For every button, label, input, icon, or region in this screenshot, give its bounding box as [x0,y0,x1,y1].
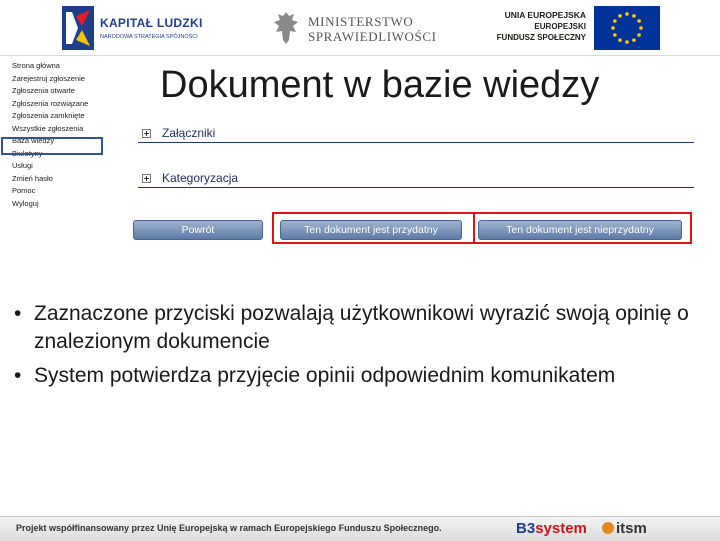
eu-text [497,10,586,43]
b3system-logo [516,520,587,537]
header-divider [0,55,720,56]
eu-line3: FUNDUSZ SPOŁECZNY [496,33,586,42]
eu-star-icon [637,19,641,23]
menu-highlight-frame [1,137,103,155]
not-useful-button[interactable]: Ten dokument jest nieprzydatny [478,220,682,240]
eu-flag-icon [594,6,660,50]
sidebar-item-home[interactable]: Strona główna [12,61,60,70]
sidebar-item-resolved[interactable]: Zgłoszenia rozwiązane [12,98,89,108]
eu-star-icon [618,14,622,18]
sidebar-item-knowledge-base[interactable]: Baza wiedzy [12,136,55,145]
kl-title: KAPITAŁ LUDZKI [100,16,203,30]
eu-line1: UNIA EUROPEJSKA [504,10,586,20]
bullet-dot: • [14,364,22,387]
sidebar-menu [12,60,108,210]
bullet-list [10,300,710,396]
section-attachments-label: Załączniki [162,126,216,140]
highlight-frame [272,212,692,244]
eu-star-icon [625,40,629,44]
useful-button[interactable]: Ten dokument jest przydatny [280,220,462,240]
bullet-text: System potwierdza przyjęcie opinii odpowiednim komunikatem [34,364,616,387]
eu-star-icon [613,19,617,23]
expand-plus-icon[interactable] [142,129,151,138]
polish-eagle-icon [272,10,300,46]
eu-star-icon [625,12,629,16]
itsm-text: itsm [616,520,647,537]
sidebar-item-bulletins[interactable]: Biuletyny [12,148,43,158]
ministry-line2: SPRAWIEDLIWOŚCI [308,29,437,44]
kl-subtitle: NARODOWA STRATEGIA SPÓJNOŚCI [100,34,198,40]
bullet-item [10,362,710,390]
kapital-ludzki-mark-icon [62,6,94,50]
eu-star-icon [639,26,643,30]
b3-prefix: B3 [516,520,536,537]
footer-text: Projekt współfinansowany przez Unię Europejską w ramach Europejskiego Funduszu Społecznego. [16,523,442,533]
expand-plus-icon[interactable] [142,174,151,183]
itsm-dot-icon [602,522,614,534]
ministry-logo [272,10,437,46]
eu-star-icon [637,33,641,37]
kapital-ludzki-logo [62,6,212,50]
sidebar-item-change-password[interactable]: Zmień hasło [12,173,53,183]
section-categorization[interactable] [138,171,694,188]
sidebar-item-open[interactable]: Zgłoszenia otwarte [12,86,75,95]
sidebar-item-closed[interactable]: Zgłoszenia zamknięte [12,111,85,120]
eu-star-icon [618,38,622,42]
sidebar-item-logout[interactable]: Wyloguj [12,198,39,208]
eu-star-icon [632,38,636,42]
eu-line2: EUROPEJSKI [534,22,586,31]
bullet-item [10,300,710,356]
footer [0,516,720,541]
eu-star-icon [611,26,615,30]
highlight-divider [473,212,475,244]
eu-star-icon [632,14,636,18]
page-title: Dokument w bazie wiedzy [160,64,600,106]
bullet-text: Zaznaczone przyciski pozwalają użytkownikowi wyrazić swoją opinię o znalezionym dokumencie [34,302,689,353]
b3-suffix: system [535,520,587,537]
header [0,0,720,56]
section-attachments[interactable] [138,126,694,143]
sidebar-item-register[interactable]: Zarejestruj zgłoszenie [12,73,85,83]
sidebar-item-services[interactable]: Usługi [12,161,33,170]
section-categorization-label: Kategoryzacja [162,171,239,185]
eu-star-icon [613,33,617,37]
ministry-line1: MINISTERSTWO [308,14,414,29]
bullet-dot: • [14,302,22,325]
sidebar-item-all[interactable]: Wszystkie zgłoszenia [12,123,84,133]
eu-logo [494,6,660,50]
itsm-logo [602,520,647,537]
sidebar-item-help[interactable]: Pomoc [12,186,36,195]
back-button[interactable]: Powrót [133,220,263,240]
